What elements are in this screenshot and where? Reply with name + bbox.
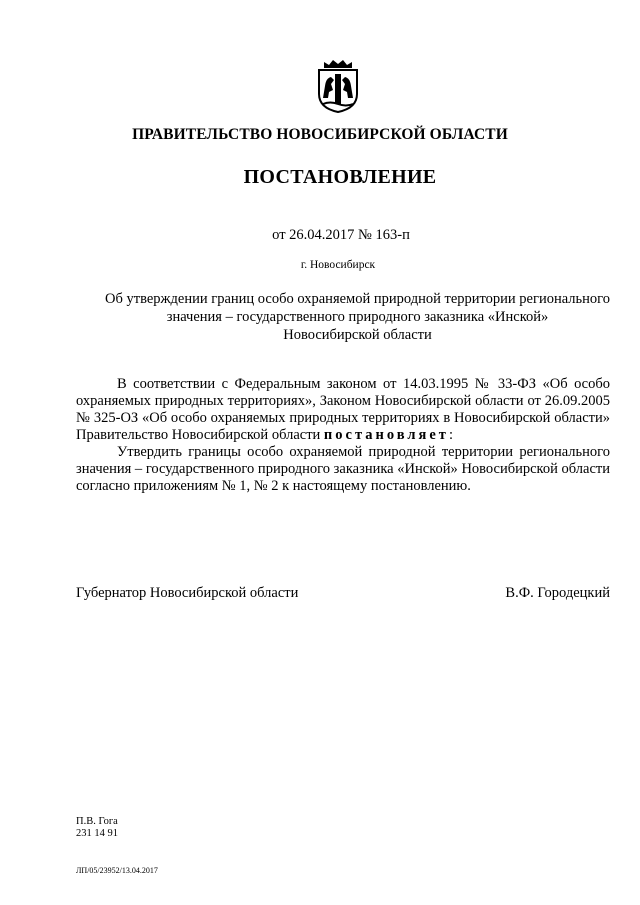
preamble-text: В соответствии с Федеральным законом от 14.03.1995 № 33-ФЗ «Об особо охраняемых природных территориях», Законом Новосибирской области от 26.09.2005 № 325-ОЗ «Об особо охраняемых природных территориях в Новосибирской области» Правительство Новосибирской области xyxy=(76,376,610,443)
document-code: ЛП/05/23952/13.04.2017 xyxy=(76,866,158,875)
subject-line-3: Новосибирской области xyxy=(283,327,432,343)
novosibirsk-coat-of-arms-icon xyxy=(315,58,361,114)
document-subject xyxy=(60,290,640,344)
subject-line-2: значения – государственного природного заказника «Инской» xyxy=(166,309,549,325)
executor-phone: 231 14 91 xyxy=(76,828,118,839)
city-name: г. Новосибирск xyxy=(300,259,376,271)
executor-name: П.В. Гога xyxy=(76,816,118,827)
executor-block xyxy=(76,816,118,840)
government-title: ПРАВИТЕЛЬСТВО НОВОСИБИРСКОЙ ОБЛАСТИ xyxy=(132,126,508,143)
document-body xyxy=(76,376,610,495)
preamble-paragraph xyxy=(76,376,610,444)
date-and-number: от 26.04.2017 № 163-п xyxy=(272,227,410,243)
decree-keyword: постановляет xyxy=(323,427,449,443)
signatory-position: Губернатор Новосибирской области xyxy=(76,585,299,601)
decree-keyword-colon: : xyxy=(448,427,453,443)
document-type-title: ПОСТАНОВЛЕНИЕ xyxy=(243,166,437,188)
subject-line-1: Об утверждении границ особо охраняемой природной территории регионального xyxy=(105,291,610,307)
signatory-name: В.Ф. Городецкий xyxy=(505,585,610,601)
resolution-paragraph: Утвердить границы особо охраняемой природной территории регионального значения – государственного природного заказника «Инской» Новосибирской области согласно приложениям № 1, № 2 к настоящему постановлению. xyxy=(76,444,610,494)
